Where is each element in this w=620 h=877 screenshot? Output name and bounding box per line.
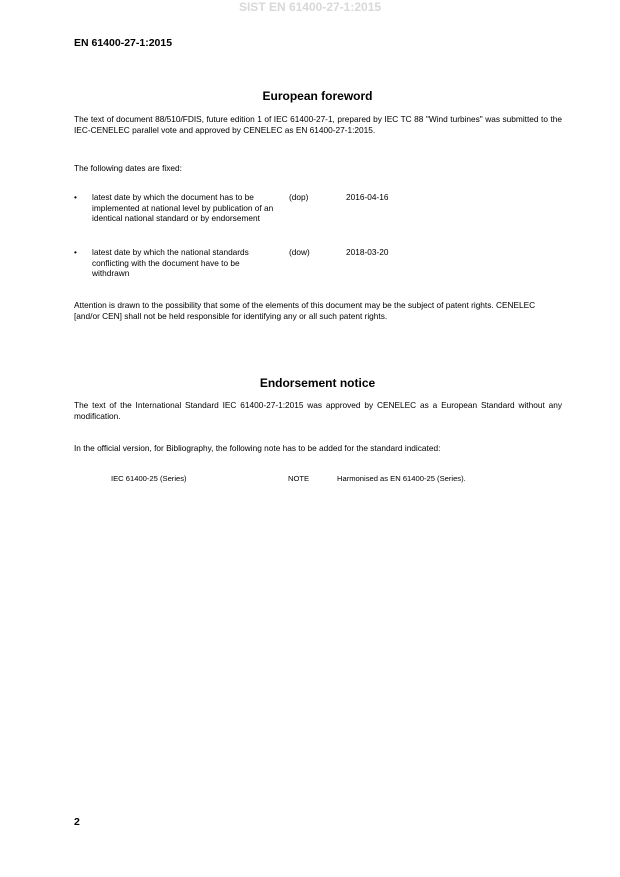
foreword-paragraph-1: The text of document 88/510/FDIS, future edition 1 of IEC 61400-27-1, prepared by IEC TC 88 "Wind turbines" was submitted to the IEC-CENELEC parallel vote and approved by CENELEC as EN 61400-27-1:2015. xyxy=(74,114,562,135)
endorsement-notice-title: Endorsement notice xyxy=(259,376,376,390)
bullet-icon: • xyxy=(74,247,77,257)
endorsement-paragraph-2: In the official version, for Bibliography, the following note has to be added for the standard indicated: xyxy=(74,443,441,453)
watermark: SIST EN 61400-27-1:2015 xyxy=(238,0,382,14)
foreword-paragraph-2: The following dates are fixed: xyxy=(74,163,182,173)
date-value: 2018-03-20 xyxy=(346,247,389,257)
date-abbreviation: (dop) xyxy=(289,192,309,202)
document-id-header: EN 61400-27-1:2015 xyxy=(74,37,173,49)
date-description: latest date by which the national standards conflicting with the document have to be withdrawn xyxy=(92,247,249,278)
date-description: latest date by which the document has to be implemented at national level by publication of an identical national standard or by endorsement xyxy=(92,192,274,223)
note-label: NOTE xyxy=(288,474,310,483)
endorsement-paragraph-1: The text of the International Standard IEC 61400-27-1:2015 was approved by CENELEC as a European Standard without any modification. xyxy=(74,400,562,421)
note-text: Harmonised as EN 61400-25 (Series). xyxy=(337,474,466,483)
foreword-paragraph-3: Attention is drawn to the possibility that some of the elements of this document may be the subject of patent rights. CENELEC [and/or CEN] shall not be held responsible for identifying any or all such patent rights. xyxy=(74,300,536,321)
bullet-icon: • xyxy=(74,192,77,202)
european-foreword-title: European foreword xyxy=(262,89,373,103)
date-value: 2016-04-16 xyxy=(346,192,389,202)
note-standard: IEC 61400-25 (Series) xyxy=(111,474,187,483)
page-number: 2 xyxy=(74,816,80,828)
date-abbreviation: (dow) xyxy=(289,247,310,257)
